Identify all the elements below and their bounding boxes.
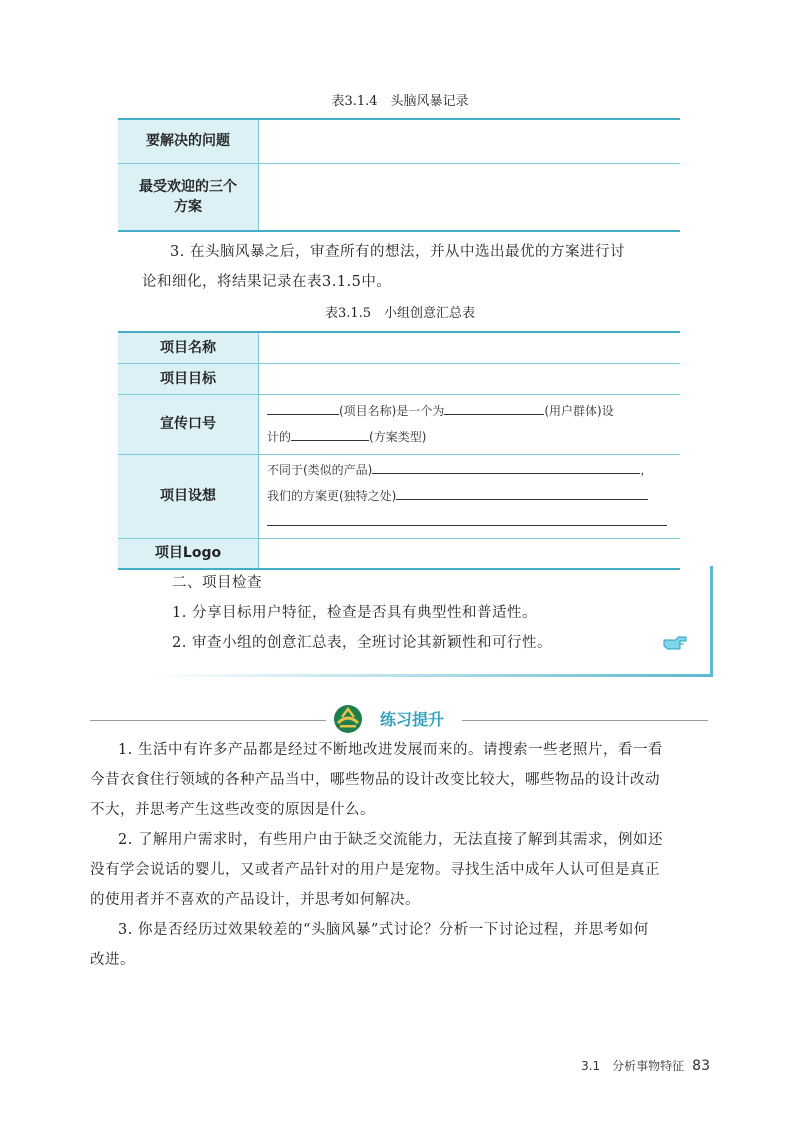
project-check-item: 1. 分享目标用户特征，检查是否具有典型性和普适性。: [172, 605, 537, 621]
slogan-text-4: (方案类型): [369, 430, 427, 444]
blank-similar-product[interactable]: [372, 459, 640, 474]
project-check-section: [172, 568, 692, 658]
project-goal-field[interactable]: [259, 363, 681, 394]
row-label-logo: 项目Logo: [118, 538, 259, 569]
logo-field[interactable]: [259, 538, 681, 569]
row-label-project-goal: 项目目标: [118, 363, 259, 394]
practice-line: 不大，并思考产生这些改变的原因是什么。: [90, 802, 375, 818]
page-number: 83: [692, 1058, 710, 1074]
practice-item-1: [90, 735, 720, 825]
table-caption-summary: 表3.1.5 小组创意汇总表: [324, 306, 476, 321]
practice-line: 改进。: [90, 952, 135, 968]
practice-divider-left: [90, 720, 326, 721]
practice-title: 练习提升: [380, 710, 445, 729]
concept-field[interactable]: [259, 454, 681, 538]
row-label-top-three-text: 最受欢迎的三个方案: [139, 178, 237, 215]
brainstorm-record-table: [118, 118, 680, 232]
idea-summary-table: [118, 331, 680, 570]
slogan-field[interactable]: [259, 394, 681, 454]
project-check-heading: 二、项目检查: [172, 575, 262, 591]
practice-divider-right: [462, 720, 708, 721]
practice-line: 没有学会说话的婴儿，又或者产品针对的用户是宠物。寻找生活中成年人认可但是真正: [90, 862, 660, 878]
step3-paragraph: [142, 237, 702, 297]
blank-solution-type[interactable]: [291, 426, 369, 441]
row-label-slogan: 宣传口号: [118, 394, 259, 454]
problem-field[interactable]: [259, 119, 681, 163]
slogan-text-3: 计的: [267, 430, 292, 444]
project-name-field[interactable]: [259, 332, 681, 363]
slogan-text-2: (用户群体)设: [544, 404, 614, 418]
step3-line2: 论和细化，将结果记录在表3.1.5中。: [142, 274, 392, 290]
top-three-field[interactable]: [259, 163, 681, 231]
practice-line: 2. 了解用户需求时，有些用户由于缺乏交流能力，无法直接了解到其需求，例如还: [118, 832, 663, 848]
slogan-text-1: (项目名称)是一个为: [339, 404, 445, 418]
page-footer: [581, 1057, 710, 1074]
practice-line: 3. 你是否经历过效果较差的“头脑风暴”式讨论？分析一下讨论过程，并思考如何: [118, 922, 649, 938]
practice-emblem-icon: [330, 703, 366, 735]
row-label-problem: 要解决的问题: [118, 119, 259, 163]
row-label-top-three: [118, 163, 259, 231]
project-check-item: 2. 审查小组的创意汇总表，全班讨论其新颖性和可行性。: [172, 635, 552, 651]
concept-text-2: 我们的方案更(独特之处): [267, 489, 397, 503]
table-caption-brainstorm: 表3.1.4 头脑风暴记录: [331, 94, 469, 109]
concept-comma: ，: [640, 463, 653, 477]
practice-line: 1. 生活中有许多产品都是经过不断地改进发展而来的。请搜索一些老照片，看一看: [118, 742, 663, 758]
step3-line1: 3. 在头脑风暴之后，审查所有的想法，并从中选出最优的方案进行讨: [170, 244, 625, 260]
practice-line: 的使用者并不喜欢的产品设计，并思考如何解决。: [90, 892, 420, 908]
row-label-project-name: 项目名称: [118, 332, 259, 363]
footer-section-title: 3.1 分析事物特征: [581, 1059, 685, 1073]
blank-project-name[interactable]: [267, 400, 339, 415]
row-label-concept: 项目设想: [118, 454, 259, 538]
blank-extra-line[interactable]: [267, 511, 667, 526]
practice-line: 今昔衣食住行领域的各种产品当中，哪些物品的设计改变比较大，哪些物品的设计改动: [90, 772, 660, 788]
blank-user-group[interactable]: [444, 400, 544, 415]
pointing-hand-icon: [662, 634, 688, 652]
concept-text-1: 不同于(类似的产品): [267, 463, 373, 477]
blank-uniqueness[interactable]: [396, 485, 648, 500]
practice-item-2: [90, 825, 720, 915]
practice-items: [90, 735, 720, 975]
practice-item-3: [90, 915, 720, 975]
